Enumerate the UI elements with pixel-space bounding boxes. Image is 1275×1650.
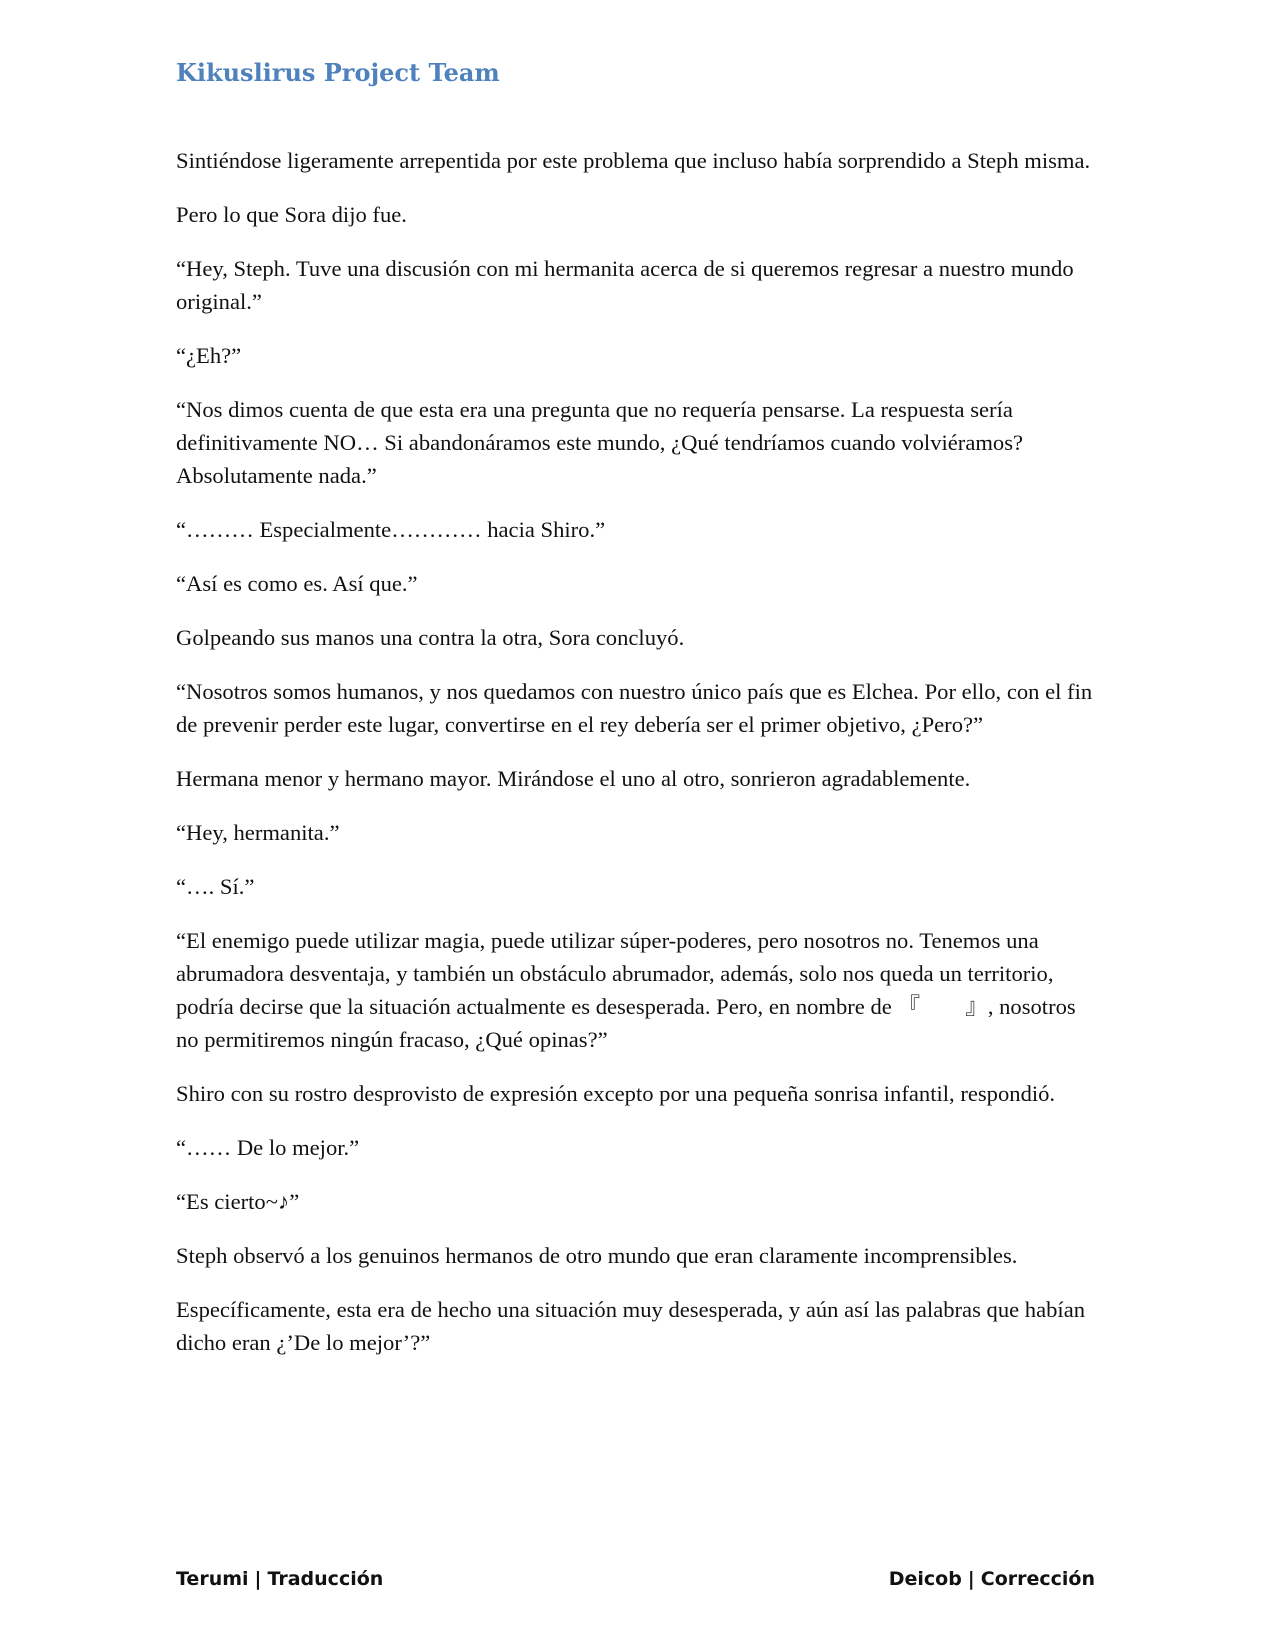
paragraph: Sintiéndose ligeramente arrepentida por este problema que incluso había sorprendido a Steph misma.	[176, 148, 1091, 173]
paragraph: “…… De lo mejor.”	[176, 1135, 360, 1160]
paragraph: “Nosotros somos humanos, y nos quedamos con nuestro único país que es Elchea. Por ello, con el fin de prevenir perder este lugar, convertirse en el rey debería ser el primer objetivo, ¿Pero?”	[176, 679, 1093, 737]
paragraph: Shiro con su rostro desprovisto de expresión excepto por una pequeña sonrisa infantil, respondió.	[176, 1081, 1056, 1106]
translator-name: Terumi	[176, 1568, 249, 1590]
paragraph: “¿Eh?”	[176, 343, 242, 368]
paragraph: “…. Sí.”	[176, 874, 255, 899]
paragraph: Pero lo que Sora dijo fue.	[176, 202, 407, 227]
translator-role: Traducción	[267, 1568, 384, 1590]
footer-separator: |	[967, 1568, 975, 1590]
paragraph: “Así es como es. Así que.”	[176, 571, 418, 596]
paragraph: Steph observó a los genuinos hermanos de otro mundo que eran claramente incomprensibles.	[176, 1243, 1018, 1268]
paragraph: Hermana menor y hermano mayor. Mirándose el uno al otro, sonrieron agradablemente.	[176, 766, 971, 791]
paragraph: “Hey, hermanita.”	[176, 820, 340, 845]
paragraph: Golpeando sus manos una contra la otra, Sora concluyó.	[176, 625, 685, 650]
footer-separator: |	[254, 1568, 262, 1590]
paragraph: Específicamente, esta era de hecho una situación muy desesperada, y aún así las palabras que habían dicho eran ¿’De lo mejor’?”	[176, 1297, 1086, 1355]
footer-editor-credit	[889, 1568, 1095, 1590]
footer-translator-credit	[176, 1568, 383, 1590]
paragraph: “El enemigo puede utilizar magia, puede utilizar súper-poderes, pero nosotros no. Tenemos una abrumadora desventaja, y también un obstáculo abrumador, además, solo nos queda un territorio, podría decirse que la situación actualmente es desesperada. Pero, en nombre de 『 』, nosotros no permitiremos ningún fracaso, ¿Qué opinas?”	[176, 928, 1076, 1052]
paragraph: “……… Especialmente………… hacia Shiro.”	[176, 517, 606, 542]
document-body	[176, 144, 1096, 1380]
header-title: Kikuslirus Project Team	[176, 58, 500, 87]
paragraph: “Hey, Steph. Tuve una discusión con mi hermanita acerca de si queremos regresar a nuestro mundo original.”	[176, 256, 1074, 314]
paragraph: “Es cierto~♪”	[176, 1189, 300, 1214]
editor-name: Deicob	[888, 1568, 962, 1590]
paragraph: “Nos dimos cuenta de que esta era una pregunta que no requería pensarse. La respuesta sería definitivamente NO… Si abandonáramos este mundo, ¿Qué tendríamos cuando volviéramos? Absolutamente nada.”	[176, 397, 1024, 488]
editor-role: Corrección	[980, 1568, 1095, 1590]
